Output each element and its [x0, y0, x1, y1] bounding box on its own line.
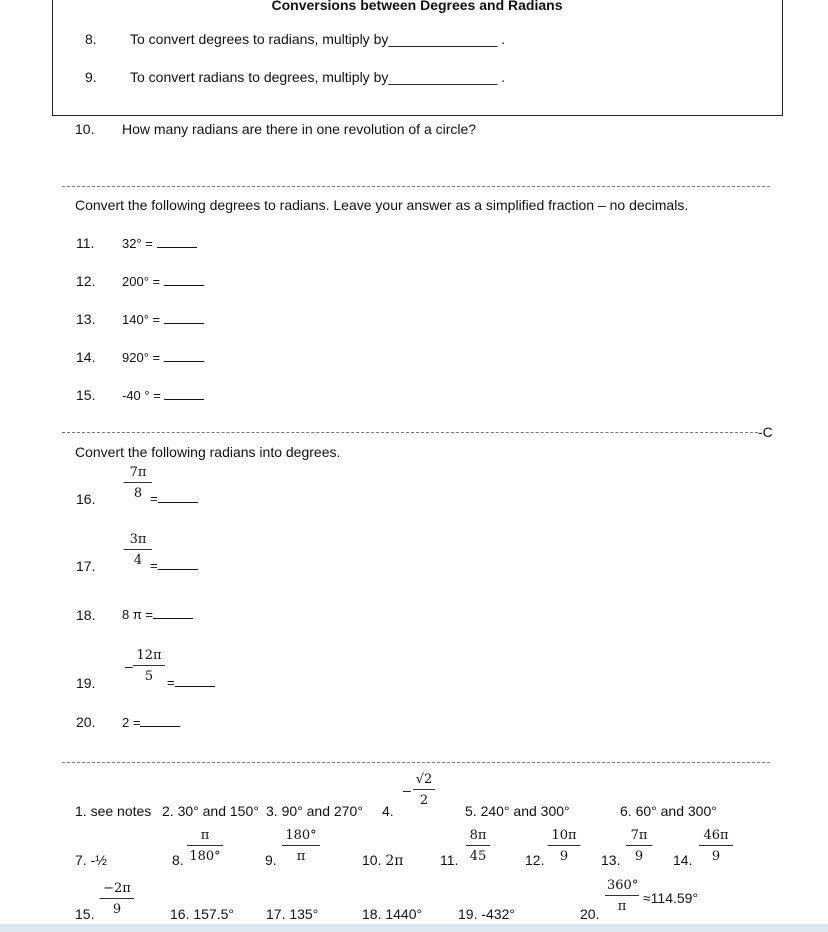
answer-blank[interactable]	[164, 349, 204, 362]
fraction: 7π 8	[124, 465, 152, 501]
question-text: To convert degrees to radians, multiply by______________ .	[130, 31, 506, 47]
fraction: π 180°	[187, 828, 223, 864]
divider	[62, 762, 770, 763]
answer: 16. 157.5°	[170, 906, 234, 922]
answer: 14.	[673, 852, 693, 868]
answer: 5. 240° and 300°	[465, 803, 570, 819]
divider	[62, 432, 758, 433]
item-number: 16.	[76, 491, 96, 507]
question-expr: 8 π =	[122, 606, 193, 622]
question-expr: -40 ° =	[122, 387, 204, 403]
question-expr: 32° =	[122, 235, 197, 251]
answer-blank[interactable]	[164, 387, 204, 400]
answer-approx: ≈114.59°	[643, 890, 699, 906]
divider-tail: -C	[758, 424, 773, 440]
answer: 18. 1440°	[362, 906, 423, 922]
equals: =	[167, 674, 215, 690]
answer: 1. see notes	[75, 803, 152, 819]
answer-blank[interactable]	[164, 311, 204, 324]
item-number: 17.	[76, 558, 96, 574]
item-number: 9.	[85, 69, 97, 85]
section-title: Conversions between Degrees and Radians	[271, 0, 563, 13]
fraction: 12π 5	[133, 648, 165, 684]
instruction: Convert the following degrees to radians. Leave your answer as a simplified fraction – no decimals.	[75, 197, 689, 213]
answer-blank[interactable]	[164, 273, 204, 286]
answer-blank[interactable]	[158, 557, 198, 570]
answer: 3. 90° and 270°	[266, 803, 363, 819]
item-number: 14.	[76, 349, 96, 365]
equals: =	[150, 490, 198, 506]
item-number: 8.	[85, 31, 97, 47]
answer: 9.	[265, 852, 277, 868]
question-text: How many radians are there in one revolution of a circle?	[122, 121, 477, 137]
fraction: √2 2	[413, 772, 435, 808]
item-number: 11.	[76, 235, 95, 251]
answer-blank[interactable]	[175, 674, 215, 687]
question-text: To convert radians to degrees, multiply by______________ .	[130, 69, 506, 85]
divider	[62, 186, 770, 187]
item-number: 13.	[76, 311, 96, 327]
item-number: 20.	[76, 714, 96, 730]
item-number: 18.	[76, 607, 96, 623]
fraction: −2π 9	[100, 881, 134, 917]
fraction: 8π 45	[466, 828, 490, 864]
question-expr: 140° =	[122, 311, 204, 327]
answer: 6. 60° and 300°	[620, 803, 717, 819]
fraction: 180° π	[282, 828, 320, 864]
definitions-box	[52, 0, 783, 116]
answer: 12.	[525, 852, 545, 868]
answer: 11.	[440, 852, 459, 868]
question-expr: 200° =	[122, 273, 204, 289]
answer: 8.	[172, 852, 184, 868]
fraction: 10π 9	[548, 828, 580, 864]
fraction: 7π 9	[626, 828, 652, 864]
fraction: 3π 4	[124, 532, 152, 568]
page-bottom-strip	[0, 924, 828, 932]
answer-blank[interactable]	[158, 490, 198, 503]
minus-sign: –	[403, 782, 411, 798]
answer: 7. -½	[75, 852, 107, 868]
answer-blank[interactable]	[157, 235, 197, 248]
item-number: 10.	[75, 121, 95, 137]
answer: 2. 30° and 150°	[162, 803, 259, 819]
minus-sign: –	[125, 658, 133, 674]
answer: 19. -432°	[458, 906, 515, 922]
answer: 15.	[75, 906, 95, 922]
answer: 20.	[580, 906, 600, 922]
answer: 4.	[382, 803, 394, 819]
answer-blank[interactable]	[140, 714, 180, 727]
answer-blank[interactable]	[153, 606, 193, 619]
item-number: 12.	[76, 273, 96, 289]
fraction: 46π 9	[699, 828, 733, 864]
question-expr: 2 =	[122, 714, 180, 730]
item-number: 15.	[76, 387, 96, 403]
instruction: Convert the following radians into degrees.	[75, 444, 341, 460]
question-expr: 920° =	[122, 349, 204, 365]
fraction: 360° π	[607, 878, 639, 914]
equals: =	[150, 557, 198, 573]
answer: 17. 135°	[266, 906, 319, 922]
answer: 13.	[601, 852, 621, 868]
answer: 10. 2π	[362, 852, 404, 869]
item-number: 19.	[76, 675, 96, 691]
